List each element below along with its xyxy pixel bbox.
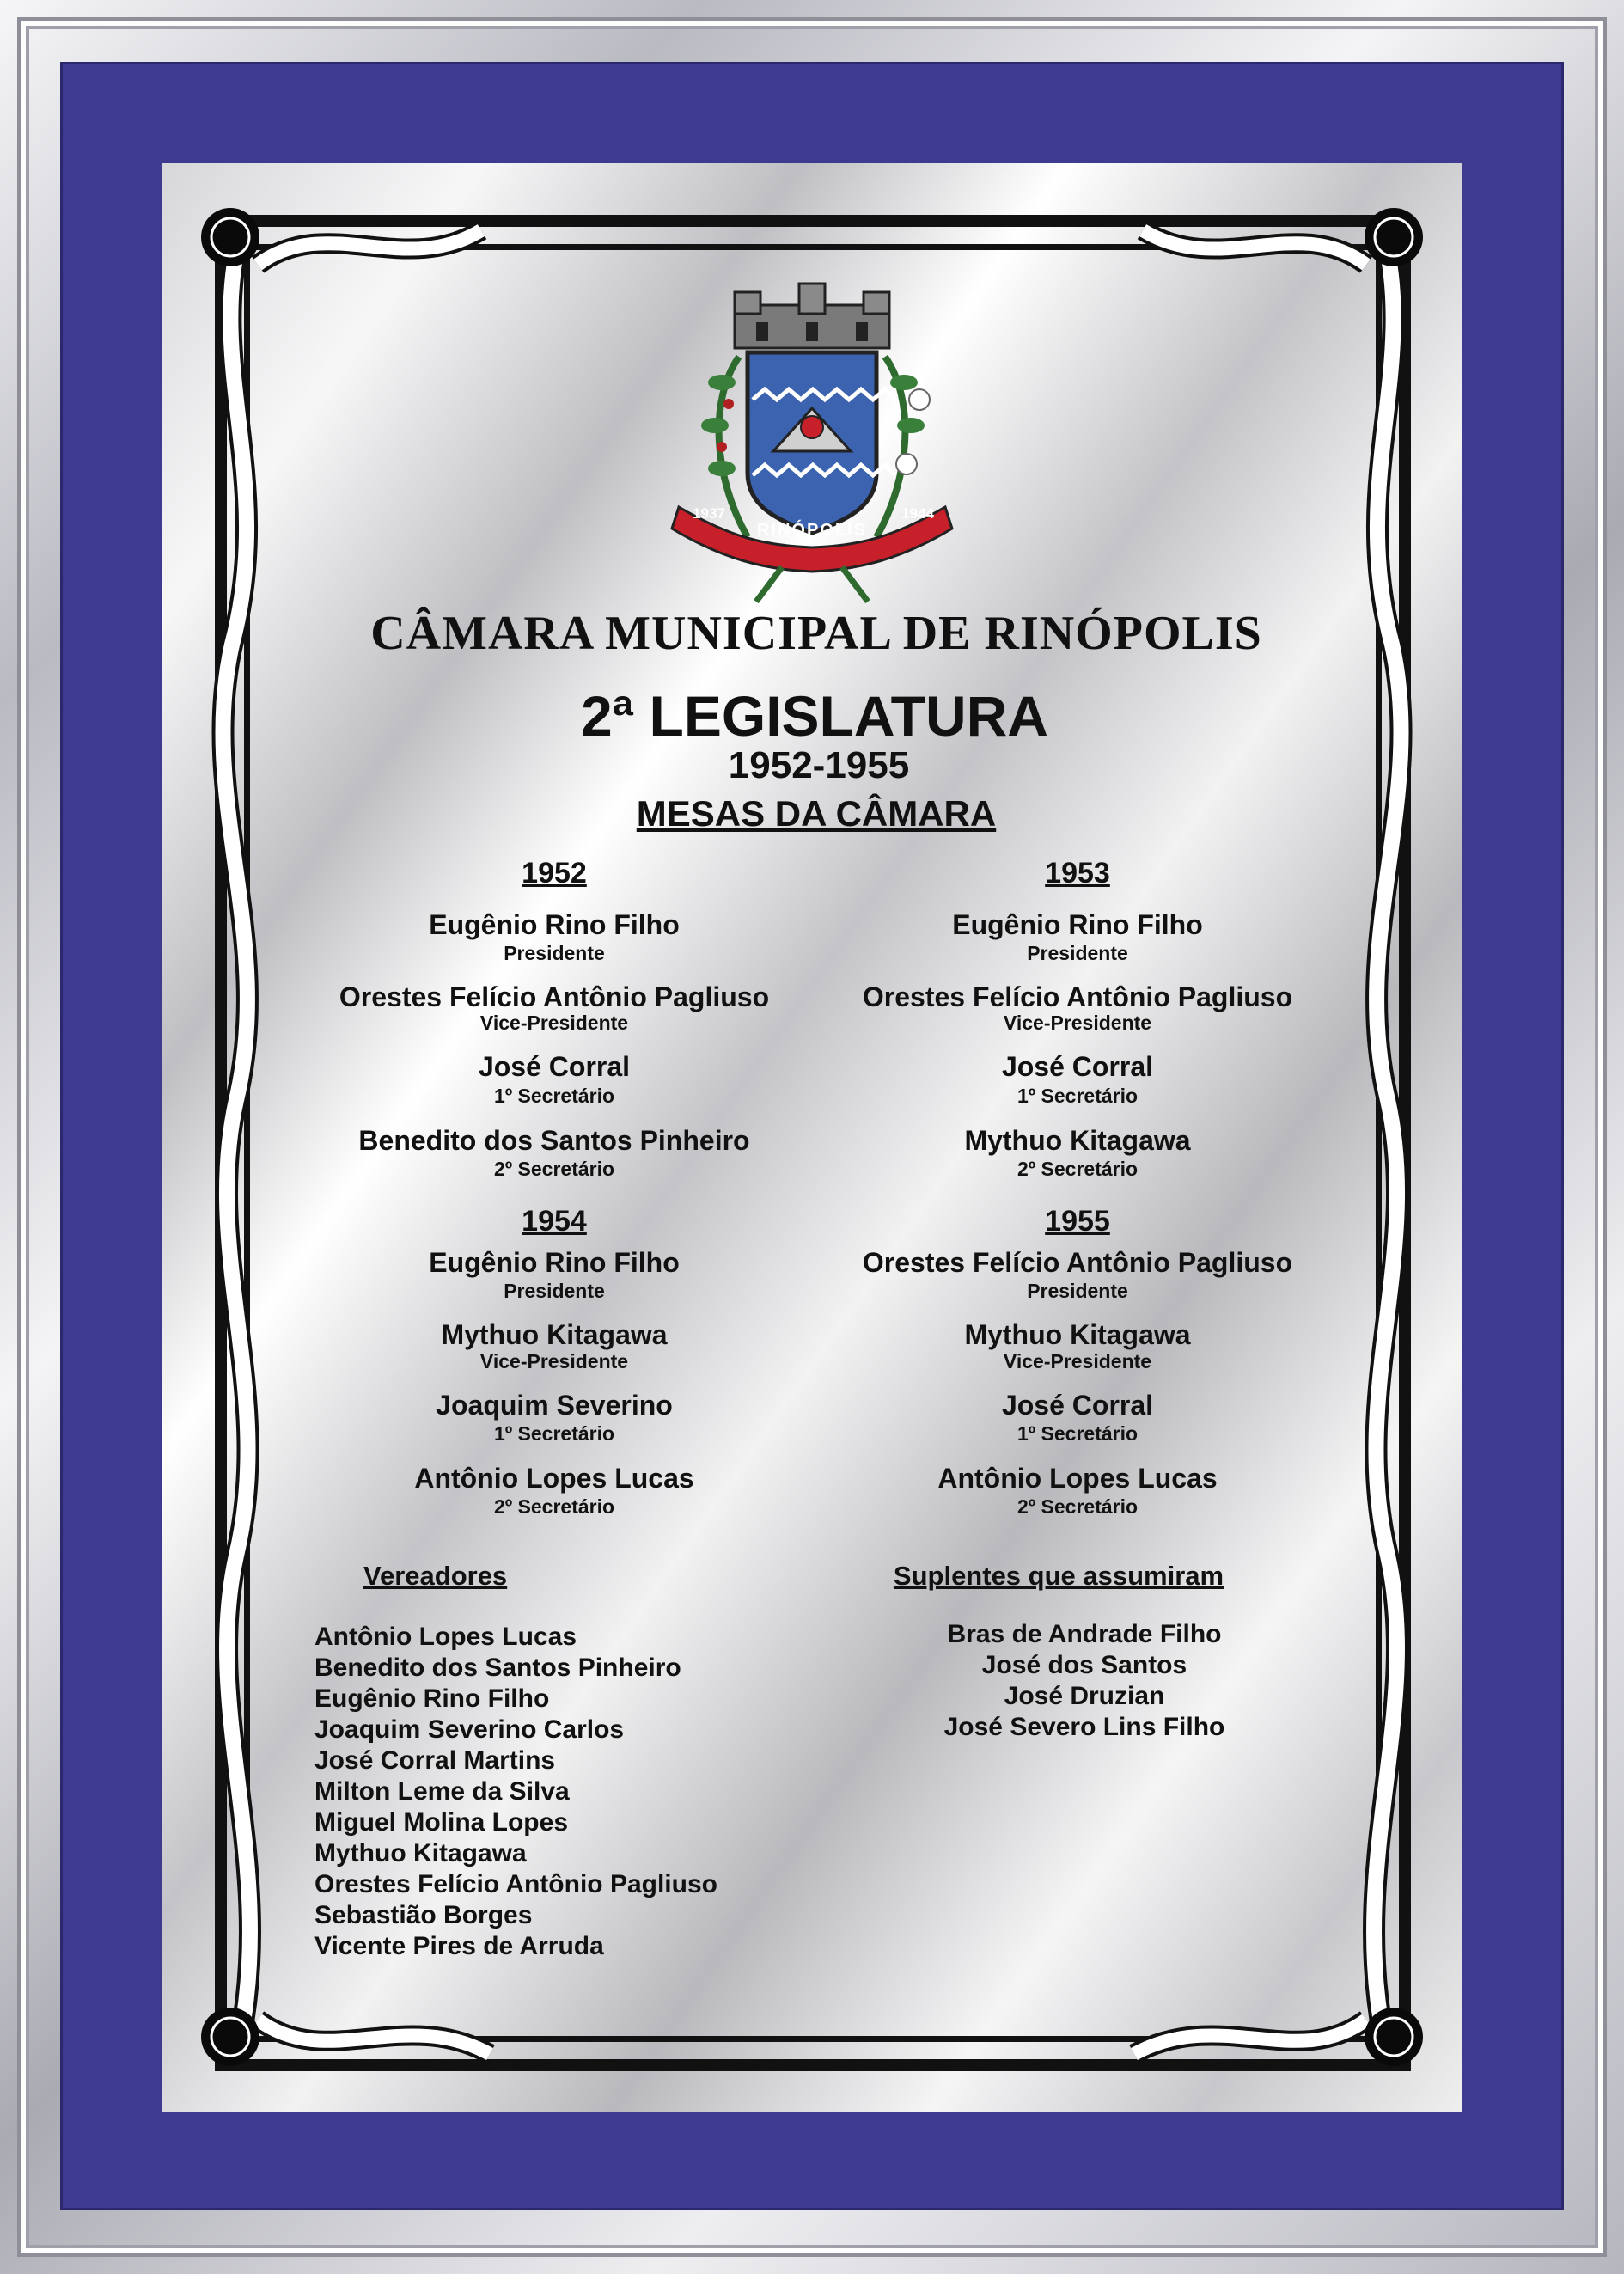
member-name: Mythuo Kitagawa <box>441 1319 668 1350</box>
member-role: Vice-Presidente <box>479 1350 629 1372</box>
list-item: Bras de Andrade Filho <box>947 1620 1222 1648</box>
list-item: Eugênio Rino Filho <box>314 1684 550 1713</box>
list-item: Vicente Pires de Arruda <box>314 1932 604 1960</box>
member-name: Orestes Felício Antônio Pagliuso <box>862 1247 1293 1278</box>
list-item: Mythuo Kitagawa <box>314 1839 527 1867</box>
member-role: 2º Secretário <box>1017 1158 1139 1180</box>
member-name: Eugênio Rino Filho <box>429 1247 680 1278</box>
member-name: José Corral <box>1001 1390 1154 1421</box>
member-name: José Corral <box>478 1051 631 1082</box>
banner-right-year: 1944 <box>901 505 934 522</box>
banner-left-year: 1937 <box>693 505 725 522</box>
list-item: Milton Leme da Silva <box>314 1777 570 1806</box>
member-role: Presidente <box>1027 1280 1128 1302</box>
member-name: Joaquim Severino <box>436 1390 673 1421</box>
member-role: Vice-Presidente <box>1003 1012 1152 1034</box>
member-name: Antônio Lopes Lucas <box>414 1463 694 1494</box>
list-item: Benedito dos Santos Pinheiro <box>314 1654 681 1682</box>
mesa-year: 1954 <box>522 1205 587 1238</box>
list-item: Orestes Felício Antônio Pagliuso <box>314 1870 717 1898</box>
member-role: Presidente <box>504 942 605 964</box>
list-item: José Corral Martins <box>314 1746 556 1775</box>
member-role: 2º Secretário <box>1017 1495 1139 1518</box>
member-role: 1º Secretário <box>1017 1085 1139 1107</box>
legislatura-heading: 2ª LEGISLATURA <box>581 684 1048 748</box>
member-name: Orestes Felício Antônio Pagliuso <box>339 981 770 1012</box>
member-name: Antônio Lopes Lucas <box>937 1463 1218 1494</box>
list-item: Antônio Lopes Lucas <box>314 1623 577 1651</box>
member-name: José Corral <box>1001 1051 1154 1082</box>
suplentes-list <box>944 1619 1225 1743</box>
mesas-heading: MESAS DA CÂMARA <box>636 793 997 834</box>
suplentes-heading: Suplentes que assumiram <box>893 1561 1224 1591</box>
member-name: Eugênio Rino Filho <box>429 909 680 940</box>
member-role: Vice-Presidente <box>1003 1350 1152 1372</box>
vereadores-heading: Vereadores <box>363 1561 508 1591</box>
list-item: José Severo Lins Filho <box>943 1713 1225 1741</box>
member-name: Orestes Felício Antônio Pagliuso <box>862 981 1293 1012</box>
banner-text: RINÓPOLIS <box>756 521 868 540</box>
member-role: 1º Secretário <box>1017 1422 1139 1445</box>
member-role: 2º Secretário <box>493 1158 615 1180</box>
member-name: Benedito dos Santos Pinheiro <box>358 1125 750 1156</box>
member-role: 1º Secretário <box>493 1422 615 1445</box>
member-role: Presidente <box>1027 942 1128 964</box>
member-name: Mythuo Kitagawa <box>964 1319 1191 1350</box>
member-name: Eugênio Rino Filho <box>952 909 1203 940</box>
vereadores-list <box>314 1622 717 1962</box>
page-title: CÂMARA MUNICIPAL DE RINÓPOLIS <box>370 607 1262 660</box>
list-item: Joaquim Severino Carlos <box>314 1715 625 1744</box>
member-role: 2º Secretário <box>493 1495 615 1518</box>
member-role: Presidente <box>504 1280 605 1302</box>
list-item: José dos Santos <box>981 1651 1187 1679</box>
mesa-year: 1955 <box>1045 1205 1110 1238</box>
list-item: Miguel Molina Lopes <box>314 1808 569 1837</box>
member-role: 1º Secretário <box>493 1085 615 1107</box>
list-item: José Druzian <box>1004 1682 1165 1710</box>
list-item: Sebastião Borges <box>314 1901 533 1929</box>
mesa-year: 1953 <box>1045 857 1110 889</box>
mesa-year: 1952 <box>522 857 587 889</box>
member-name: Mythuo Kitagawa <box>964 1125 1191 1156</box>
period-heading: 1952-1955 <box>728 744 910 786</box>
member-role: Vice-Presidente <box>479 1012 629 1034</box>
